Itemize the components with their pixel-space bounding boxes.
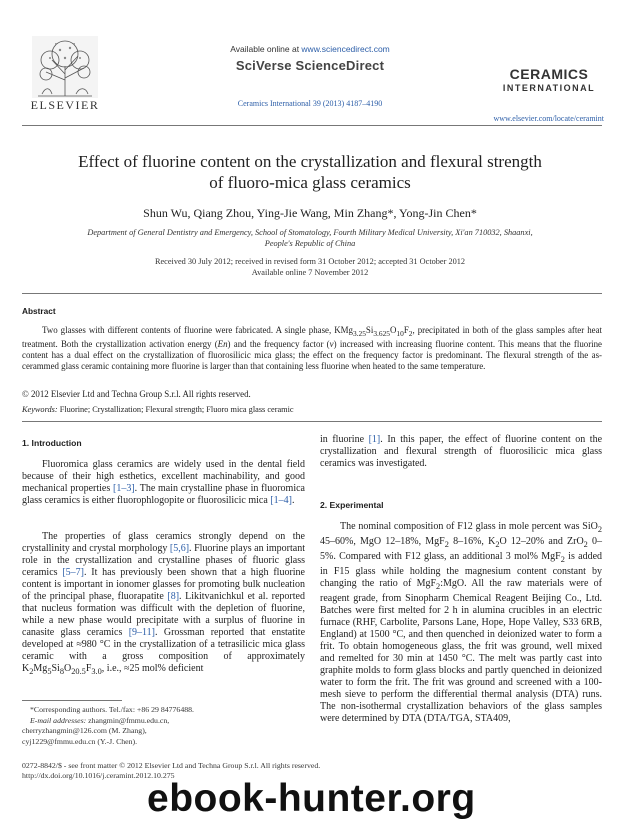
- experimental-paragraph: The nominal composition of F12 glass in mole percent was SiO$_2$ 45–60%, MgO 12–18%, MgF$_2$ 8–16%, $K_2O$ 12–20% and ZrO$_2$ 0–5%. Compared with F12 glass, an additional 3 mol% MgF$_2$ is added in F15 glass while holding the magnesium content constant by changing the ratio of MgF$_2$:MgO. All the raw materials were of reagent grade, from Sinopharm Chemical Reagent Beijing Co., Ltd. Batches were first melted for 2 h in alumina crucibles in an electric furnace (RHF, Carbolite, Parsons Lane, Hope, Hope Valley, S33 6RB, England) at 1500 °C, and then quenched in deionized water to form a frit. To obtain homogeneous glass, the frit was ground, well mixed and remelted for 30 min at 1450 °C. The melt was partly cast into graphite molds to form glass blocks and partly quenched in deionized water to form the frit. The frit was ground and screened with a 100-mesh sieve to perform the differential thermal analysis (DTA) runs. The non-isothermal crystallization behaviors of the glass samples were determined by DTA (DTA/TGA, STA409,: [320, 521, 603, 724]
- keywords: [22, 405, 294, 414]
- abstract-bottom-rule: [22, 421, 602, 422]
- affiliation-line1: Department of General Dentistry and Emergency, School of Stomatology, Fourth Military Medical University, Xi'an 710032, Shaanxi,: [87, 228, 533, 237]
- available-online: [0, 44, 620, 54]
- abstract-copyright: © 2012 Elsevier Ltd and Techna Group S.r.l. All rights reserved.: [22, 389, 251, 399]
- journal-reference[interactable]: Ceramics International 39 (2013) 4187–4190: [237, 99, 383, 108]
- watermark: ebook-hunter.org: [147, 777, 476, 820]
- abstract-text: Two glasses with different contents of fluorine were fabricated. A single phase, $KMg_{3.25}Si_{3.625}O_{10}F_2$, precipitated in both of the glass samples after heat treatment. Both the crystallization activation energy (En) and the frequency factor (v) increased with increasing fluorine content. This means that the fluorine content has a dual effect on the crystallization of fluorosilicic mica glass; the effect on the frequency factor is predominant. The flexural strength of the as-cerammed glass ceramic containing more fluorine is larger than that containing less fluorine when heated to the same temperature.: [22, 325, 602, 371]
- journal-logo: [494, 66, 604, 93]
- email-link[interactable]: zhangmin@fmmu.edu.cn,: [86, 715, 170, 725]
- abstract-top-rule: [22, 293, 602, 294]
- email-link[interactable]: cherryzhangmin@126.com (M. Zhang),: [22, 726, 147, 735]
- journal-logo-line1: CERAMICS: [509, 66, 589, 82]
- keywords-list: Fluorine; Crystallization; Flexural strength; Fluoro mica glass ceramic: [57, 405, 294, 414]
- platform-name: SciVerse ScienceDirect: [235, 58, 385, 73]
- authors: Shun Wu, Qiang Zhou, Ying-Jie Wang, Min Zhang*, Yong-Jin Chen*: [143, 206, 477, 220]
- available-prefix: Available online at: [230, 44, 302, 54]
- journal-logo-line2: INTERNATIONAL: [502, 83, 596, 93]
- citation-link[interactable]: [5,6]: [169, 543, 190, 554]
- article-title: [40, 151, 580, 193]
- received-dates: Received 30 July 2012; received in revised form 31 October 2012; accepted 31 October 2012: [154, 257, 466, 266]
- title-line1: Effect of fluorine content on the crystallization and flexural strength: [78, 152, 542, 171]
- article-dates: [0, 256, 620, 278]
- issn-line: 0272-8842/$ - see front matter © 2012 Elsevier Ltd and Techna Group S.r.l. All rights reserved.: [22, 761, 321, 770]
- header-rule: [22, 125, 602, 126]
- section-heading-experimental: 2. Experimental: [320, 500, 384, 510]
- email-link[interactable]: cyj1229@fmmu.edu.cn (Y.-J. Chen).: [22, 736, 138, 746]
- section-heading-introduction: 1. Introduction: [22, 438, 82, 448]
- affiliation-line2: People's Republic of China: [264, 239, 356, 248]
- citation-link[interactable]: [1–4]: [270, 495, 292, 506]
- citation-link[interactable]: [5–7]: [62, 567, 84, 578]
- journal-url-link[interactable]: www.elsevier.com/locate/ceramint: [493, 114, 604, 123]
- footnote-rule: [22, 700, 122, 701]
- corresponding-author-footnote: [22, 705, 305, 747]
- title-line2: of fluoro-mica glass ceramics: [209, 173, 411, 192]
- corresponding-line: *Corresponding authors. Tel./fax: +86 29 84776488.: [30, 705, 194, 714]
- sciencedirect-link[interactable]: www.sciencedirect.com: [301, 44, 390, 54]
- citation-link[interactable]: [1]: [368, 434, 381, 445]
- email-line: E-mail addresses: zhangmin@fmmu.edu.cn,: [30, 715, 170, 725]
- citation-link[interactable]: [1–3]: [112, 483, 135, 494]
- intro-paragraph-1: Fluoromica glass ceramics are widely used in the dental field because of their high esthetics, excellent machinability, and good mechanical properties [1–3]. The main crystalline phase in fluoromica glass ceramics is either fluorophlogopite or fluorosilicic mica [1–4].: [22, 459, 305, 506]
- affiliation: [40, 227, 580, 249]
- intro-paragraph-2: The properties of glass ceramics strongly depend on the crystallinity and crystal morphology [5,6]. Fluorine plays an important role in the crystallization and crystalline phases of fluoric glass ceramics [5–7]. It has previously been shown that a high fluorine content is important in ionomer glasses for promoting bulk nucleation of the principal phase, fluorapatite [8]. Likitvanichkul et al. reported that nucleus formation was difficult with the depletion of fluorine, while a new phase would precipitate with a surplus of fluorine in canasite glass ceramics [9–11]. Grossman reported that enstatite developed at ≈980 °C in the crystallization of a tetrasilicic mica glass ceramic with a gross composition of approximately $K_2Mg_5Si_8O_{20.5}F_{3.0}$, i.e., ≈25 mol% deficient: [22, 531, 306, 676]
- doi-link[interactable]: http://dx.doi.org/10.1016/j.ceramint.2012.10.275: [22, 771, 175, 780]
- citation-link[interactable]: [9–11]: [128, 627, 156, 638]
- keywords-label: Keywords:: [22, 405, 58, 414]
- available-date: Available online 7 November 2012: [251, 268, 369, 277]
- intro-continuation: in fluorine [1]. In this paper, the effect of fluorine content on the crystallization and flexural strength of fluorosilicic mica glass ceramics was investigated.: [320, 434, 603, 469]
- citation-link[interactable]: [8]: [167, 591, 180, 602]
- publisher-name: ELSEVIER: [30, 98, 100, 112]
- abstract-heading: Abstract: [22, 306, 56, 316]
